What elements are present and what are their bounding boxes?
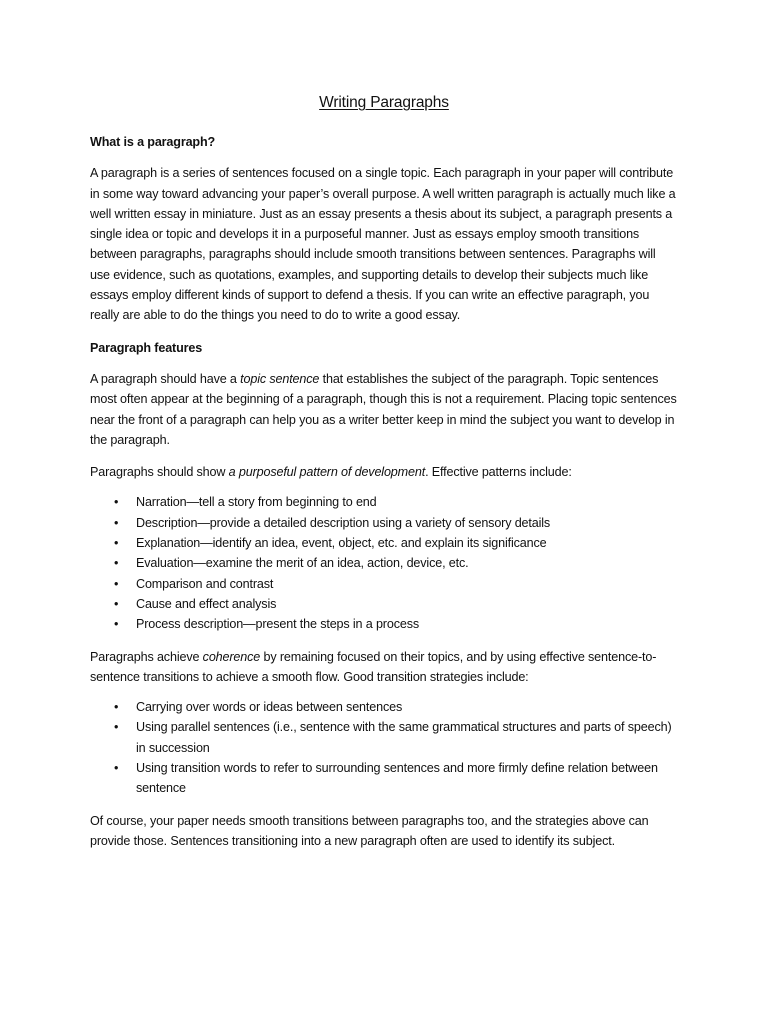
- list-item-text: Narration—tell a story from beginning to end: [136, 495, 377, 510]
- text-run: . Effective patterns include:: [425, 465, 572, 480]
- list-item: [90, 574, 678, 594]
- document-body: [90, 93, 678, 863]
- bullet-icon: •: [114, 700, 119, 715]
- list-item: [90, 697, 678, 717]
- list-item: [90, 594, 678, 614]
- heading-paragraph-features: Paragraph features: [90, 340, 203, 355]
- patterns-list: [90, 492, 678, 634]
- list-item: [90, 717, 678, 758]
- bullet-icon: •: [114, 556, 119, 571]
- paragraph-transitions: Of course, your paper needs smooth transitions between paragraphs too, and the strategies above can provide those. Sentences transitioning into a new paragraph often are used to identify its subject.: [90, 813, 649, 848]
- emphasis-topic-sentence: topic sentence: [240, 371, 320, 386]
- text-run: A paragraph should have a: [90, 371, 241, 386]
- bullet-icon: •: [114, 536, 119, 551]
- text-run: that establishes the subject of the paragraph. Topic sentences most often appear at the beginning of a paragraph, though this is not a requirement. Placing topic sentences near the front of a paragraph can help you as a writer better keep in mind the subject you want to develop in the paragraph.: [90, 371, 677, 447]
- list-item-text: Using parallel sentences (i.e., sentence with the same grammatical structures and parts of speech) in succession: [136, 720, 672, 755]
- list-item-text: Evaluation—examine the merit of an idea, action, device, etc.: [136, 556, 469, 571]
- list-item-text: Comparison and contrast: [136, 576, 274, 591]
- bullet-icon: •: [114, 495, 119, 510]
- paragraph-coherence: [90, 647, 678, 688]
- list-item: [90, 513, 678, 533]
- text-run: Paragraphs achieve: [90, 649, 203, 664]
- text-run: Paragraphs should show: [90, 465, 229, 480]
- emphasis-coherence: coherence: [202, 649, 261, 664]
- strategies-list: [90, 697, 678, 798]
- list-item-text: Carrying over words or ideas between sentences: [136, 700, 403, 715]
- list-item: [90, 758, 678, 799]
- emphasis-purposeful-pattern: a purposeful pattern of development: [228, 465, 426, 480]
- paragraph-topic-sentence: [90, 369, 678, 450]
- bullet-icon: •: [114, 720, 119, 735]
- list-item-text: Description—provide a detailed description using a variety of sensory details: [136, 515, 551, 530]
- bullet-icon: •: [114, 617, 119, 632]
- list-item: [90, 614, 678, 634]
- list-item-text: Process description—present the steps in a process: [136, 617, 419, 632]
- list-item: [90, 492, 678, 512]
- document-title: Writing Paragraphs: [319, 94, 449, 111]
- bullet-icon: •: [114, 596, 119, 611]
- bullet-icon: •: [114, 576, 119, 591]
- paragraph-definition: A paragraph is a series of sentences focused on a single topic. Each paragraph in your paper will contribute in some way toward advancing your paper’s overall purpose. A well written paragraph is actually much like a well written essay in miniature. Just as an essay presents a thesis about its subject, a paragraph presents a single idea or topic and develops it in a purposeful manner. Just as essays employ smooth transitions between paragraphs, paragraphs should include smooth transitions between sentences. Paragraphs will use evidence, such as quotations, examples, and supporting details to develop their subjects much like essays employ different kinds of support to defend a thesis. If you can write an effective paragraph, you really are able to do the things you need to do to write a good essay.: [90, 166, 676, 323]
- list-item-text: Using transition words to refer to surrounding sentences and more firmly define relation between sentence: [136, 761, 658, 796]
- list-item: [90, 553, 678, 573]
- bullet-icon: •: [114, 515, 119, 530]
- text-run: by remaining focused on their topics, and by using effective sentence-to-sentence transitions to achieve a smooth flow. Good transition strategies include:: [90, 649, 657, 684]
- bullet-icon: •: [114, 761, 119, 776]
- paragraph-patterns-intro: [90, 462, 678, 482]
- list-item-text: Explanation—identify an idea, event, object, etc. and explain its significance: [136, 536, 547, 551]
- list-item-text: Cause and effect analysis: [136, 596, 277, 611]
- heading-what-is-paragraph: What is a paragraph?: [90, 135, 216, 149]
- list-item: [90, 533, 678, 553]
